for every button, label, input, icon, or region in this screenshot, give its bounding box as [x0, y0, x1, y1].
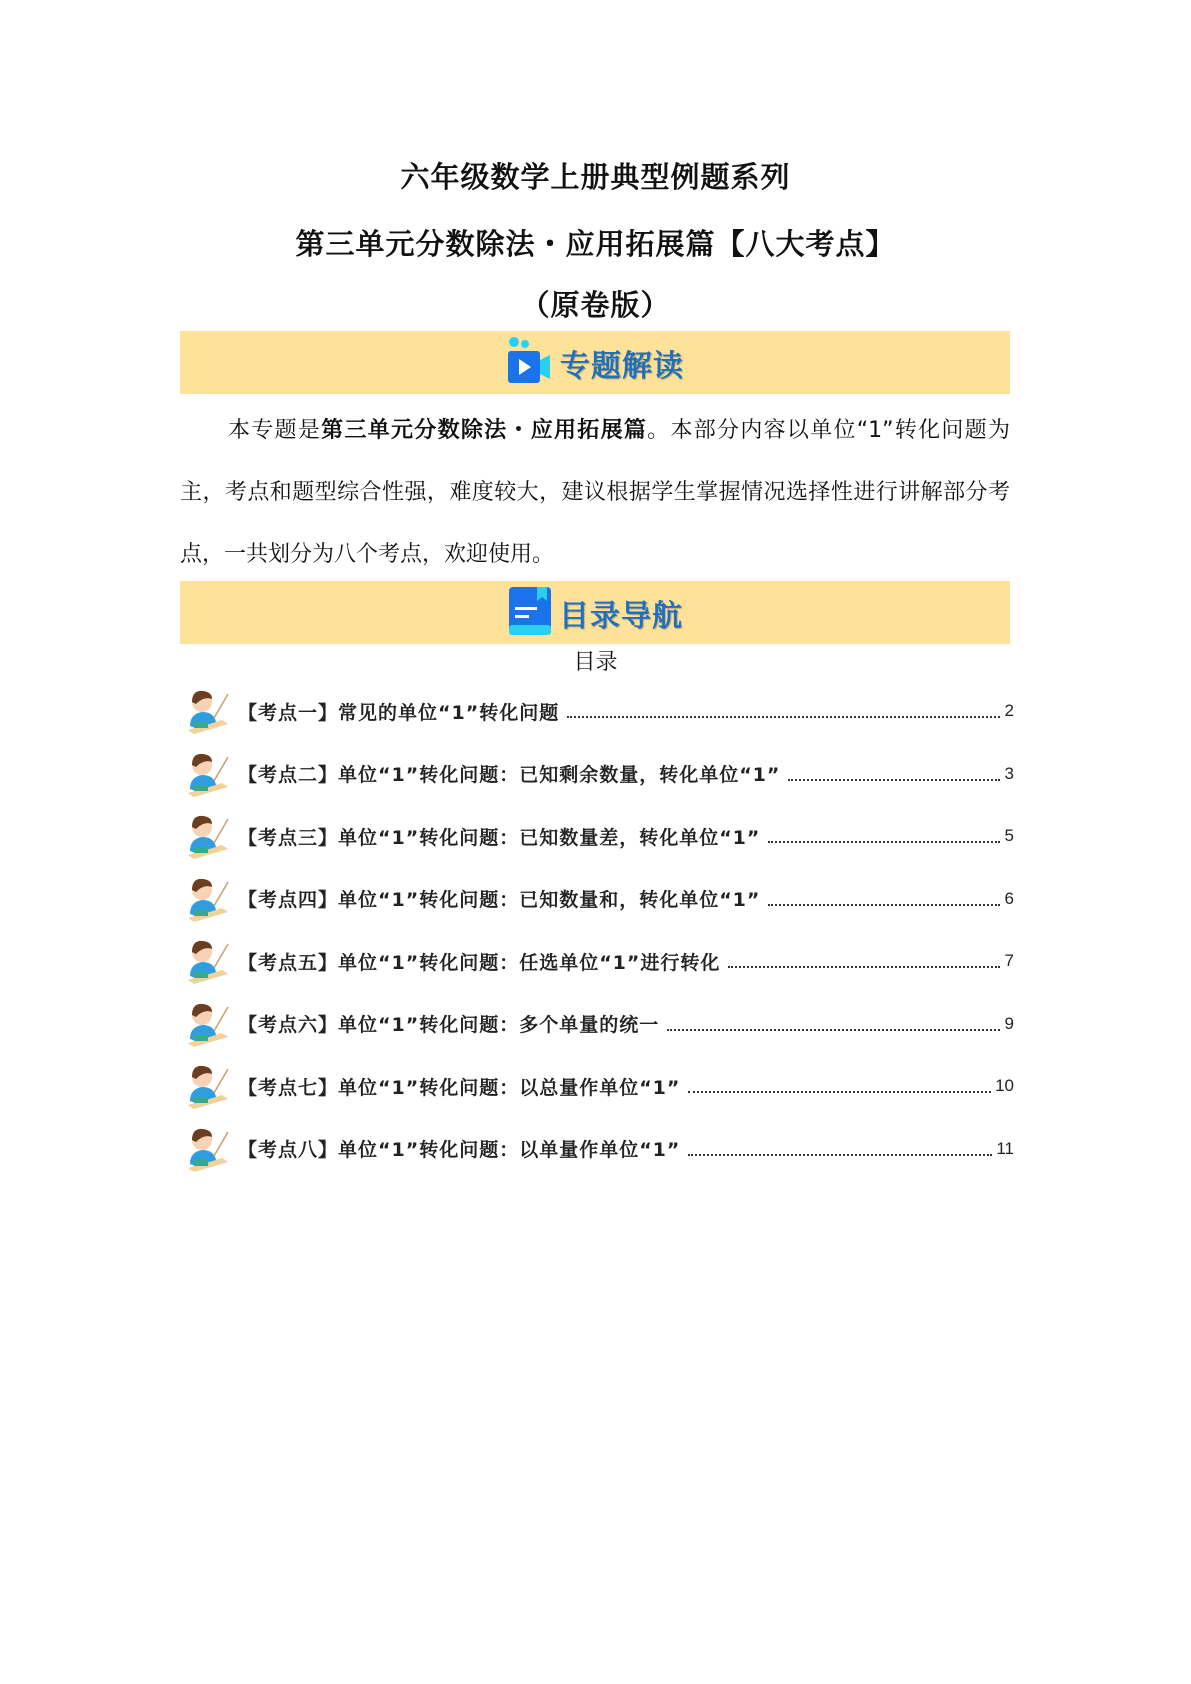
toc-item-label: 【考点七】单位“1”转化问题：以总量作单位“1”	[238, 1076, 681, 1099]
toc-item[interactable]	[182, 1118, 1014, 1181]
toc-item-page: 10	[995, 1076, 1014, 1096]
interpretation-banner	[180, 331, 1010, 394]
toc-item-label: 【考点一】常见的单位“1”转化问题	[238, 701, 560, 724]
toc-item[interactable]	[182, 930, 1014, 993]
teacher-avatar-icon	[182, 999, 232, 1049]
teacher-avatar-icon	[182, 1061, 232, 1111]
toc-banner	[180, 581, 1010, 644]
dot-leader	[728, 966, 1000, 968]
dot-leader	[567, 716, 1000, 718]
toc-item[interactable]	[182, 993, 1014, 1056]
table-of-contents	[182, 680, 1014, 1180]
toc-item-label: 【考点四】单位“1”转化问题：已知数量和，转化单位“1”	[238, 889, 761, 912]
intro-bold: 第三单元分数除法・应用拓展篇	[321, 418, 648, 443]
dot-leader	[688, 1154, 992, 1156]
toc-item-label: 【考点三】单位“1”转化问题：已知数量差，转化单位“1”	[238, 826, 761, 849]
toc-item-page: 3	[1004, 763, 1014, 783]
toc-heading: 目录	[573, 650, 618, 675]
teacher-avatar-icon	[182, 686, 232, 736]
toc-item-label: 【考点六】单位“1”转化问题：多个单量的统一	[238, 1014, 660, 1037]
toc-item-page: 2	[1004, 701, 1014, 721]
book-icon	[507, 585, 553, 641]
teacher-avatar-icon	[182, 811, 232, 861]
dot-leader	[788, 779, 1000, 781]
toc-item-label: 【考点八】单位“1”转化问题：以单量作单位“1”	[238, 1139, 681, 1162]
toc-item-label: 【考点二】单位“1”转化问题：已知剩余数量，转化单位“1”	[238, 764, 781, 787]
teacher-avatar-icon	[182, 936, 232, 986]
video-play-icon	[506, 336, 554, 390]
teacher-avatar-icon	[182, 749, 232, 799]
toc-item[interactable]	[182, 680, 1014, 743]
intro-prefix: 本专题是	[228, 418, 322, 443]
teacher-avatar-icon	[182, 874, 232, 924]
toc-item-page: 5	[1004, 826, 1014, 846]
dot-leader	[688, 1091, 991, 1093]
intro-paragraph	[180, 400, 1010, 586]
edition-label: （原卷版）	[520, 288, 671, 322]
toc-item-page: 11	[996, 1138, 1014, 1158]
toc-item-label: 【考点五】单位“1”转化问题：任选单位“1”进行转化	[238, 951, 721, 974]
toc-item[interactable]	[182, 805, 1014, 868]
toc-item[interactable]	[182, 868, 1014, 931]
toc-item-page: 9	[1004, 1013, 1014, 1033]
unit-title: 第三单元分数除法・应用拓展篇【八大考点】	[295, 227, 896, 261]
dot-leader	[667, 1029, 1000, 1031]
intro-rest: 。本部分内容以单位“1”转化问题为主，考点和题型综合性强，难度较大，建议根据学生掌握情况选择性进行讲解部分考点，一共划分为八个考点，欢迎使用。	[180, 418, 1010, 567]
toc-item[interactable]	[182, 1055, 1014, 1118]
teacher-avatar-icon	[182, 1124, 232, 1174]
series-title: 六年级数学上册典型例题系列	[400, 160, 791, 194]
toc-item-page: 7	[1004, 951, 1014, 971]
dot-leader	[768, 841, 1000, 843]
interpretation-banner-label: 专题解读	[560, 348, 684, 384]
toc-item[interactable]	[182, 743, 1014, 806]
toc-banner-label: 目录导航	[559, 598, 683, 634]
dot-leader	[768, 904, 1000, 906]
toc-item-page: 6	[1004, 888, 1014, 908]
